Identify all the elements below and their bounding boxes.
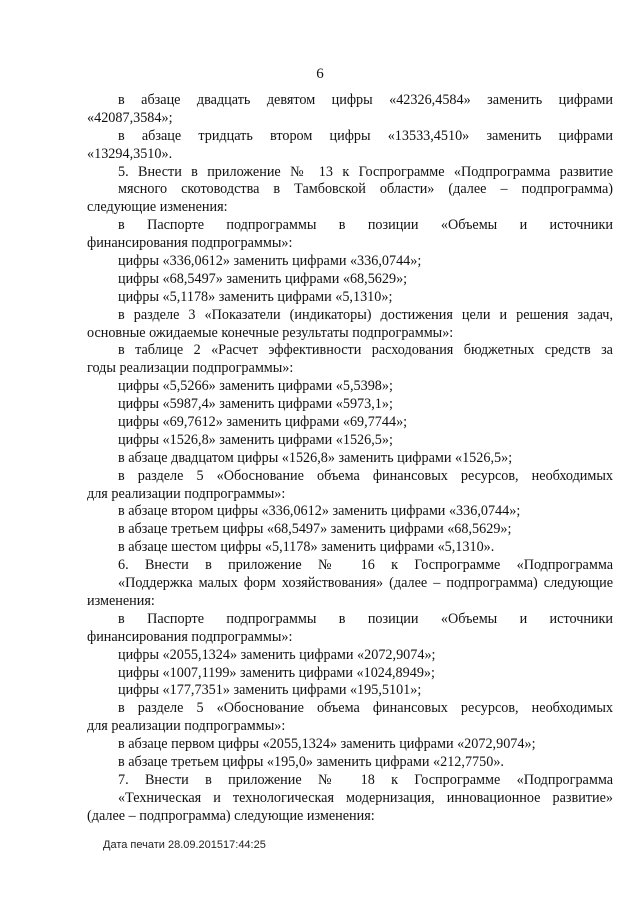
text-line: цифры «5,5266» заменить цифрами «5,5398»; [118,378,393,395]
text-line: в Паспорте подпрограммы в позиции «Объемы и источники [118,217,613,234]
text-line: 5. Внести в приложение № 13 к Госпрограмме «Подпрограмма развитие [118,163,613,180]
text-line: цифры «177,7351» заменить цифрами «195,5101»; [118,682,422,699]
text-line: 7. Внести в приложение № 18 к Госпрограмме «Подпрограмма [118,771,613,788]
text-line: в абзаце двадцатом цифры «1526,8» заменить цифрами «1526,5»; [118,449,513,466]
text-line: в абзаце первом цифры «2055,1324» заменить цифрами «2072,9074»; [118,736,536,753]
text-line: в разделе 5 «Обоснование объема финансовых ресурсов, необходимых [118,467,613,484]
page-number: 6 [316,66,324,82]
text-line: в абзаце шестом цифры «5,1178» заменить цифрами «5,1310». [118,539,495,556]
print-date-footer: Дата печати 28.09.201517:44:25 [103,839,266,851]
text-line: цифры «68,5497» заменить цифрами «68,5629»; [118,270,408,287]
text-line: в разделе 5 «Обоснование объема финансовых ресурсов, необходимых [118,700,613,717]
text-line: финансирования подпрограммы»: [87,235,293,252]
text-line: 6. Внести в приложение № 16 к Госпрограмме «Подпрограмма [118,557,613,574]
text-line: изменения: [87,592,155,609]
text-line: цифры «336,0612» заменить цифрами «336,0744»; [118,253,422,270]
text-line: в абзаце двадцать девятом цифры «42326,4584» заменить цифрами [118,92,613,108]
text-line: в абзаце третьем цифры «68,5497» заменить цифрами «68,5629»; [118,521,512,538]
text-line: «Поддержка малых форм хозяйствования» (далее – подпрограмма) следующие [118,575,613,592]
text-line: цифры «5987,4» заменить цифрами «5973,1»; [118,396,393,413]
text-line: финансирования подпрограммы»: [87,628,293,645]
document-body [0,92,640,826]
text-line: цифры «5,1178» заменить цифрами «5,1310»; [118,288,393,305]
text-line: годы реализации подпрограммы»: [87,360,294,377]
text-line: следующие изменения: [87,199,228,216]
text-line: в Паспорте подпрограммы в позиции «Объемы и источники [118,610,613,627]
text-line: «42087,3584»; [87,109,173,126]
text-line: в абзаце тридцать втором цифры «13533,4510» заменить цифрами [118,127,613,144]
text-line: цифры «2055,1324» заменить цифрами «2072,9074»; [118,646,436,663]
text-line: для реализации подпрограммы»: [87,718,286,735]
text-line: в разделе 3 «Показатели (индикаторы) достижения цели и решения задач, [118,306,613,323]
text-line: в абзаце третьем цифры «195,0» заменить цифрами «212,7750». [118,753,504,770]
text-line: цифры «69,7612» заменить цифрами «69,7744»; [118,414,408,431]
text-line: в таблице 2 «Расчет эффективности расходования бюджетных средств за [118,342,613,359]
text-line: цифры «1007,1199» заменить цифрами «1024,8949»; [118,664,435,681]
text-line: «13294,3510». [87,145,173,162]
text-line: цифры «1526,8» заменить цифрами «1526,5»; [118,431,393,448]
text-line: «Техническая и технологическая модернизация, инновационное развитие» [118,789,613,806]
text-line: основные ожидаемые конечные результаты подпрограммы»: [87,324,454,341]
text-line: в абзаце втором цифры «336,0612» заменить цифрами «336,0744»; [118,503,521,520]
text-line: (далее – подпрограмма) следующие изменения: [87,807,375,824]
text-line: мясного скотоводства в Тамбовской области» (далее – подпрограмма) [118,181,613,198]
text-line: для реализации подпрограммы»: [87,485,286,502]
